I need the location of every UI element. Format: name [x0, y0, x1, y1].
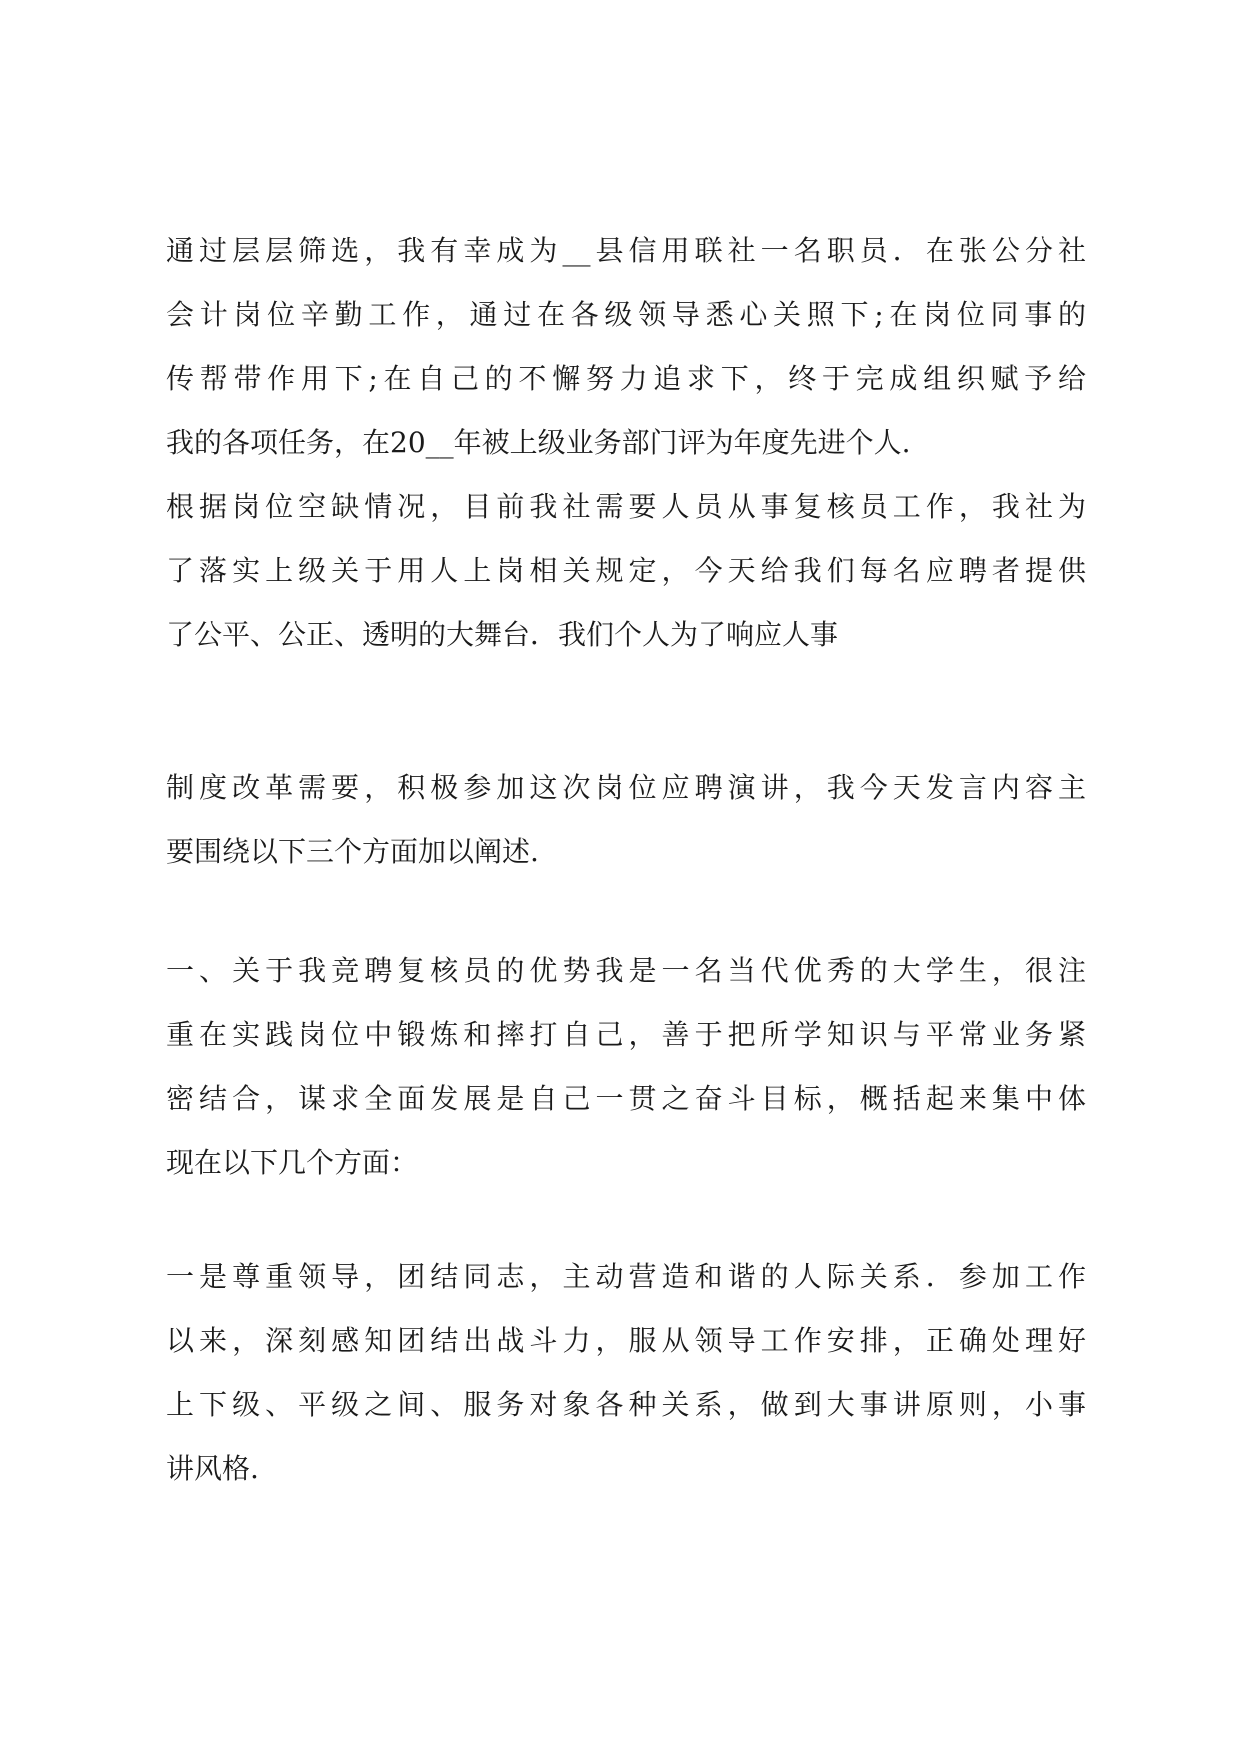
text-line: 传帮带作用下;在自己的不懈努力追求下，终于完成组织赋予给 — [166, 362, 1086, 395]
text-line: 以来，深刻感知团结出战斗力，服从领导工作安排，正确处理好 — [166, 1324, 1086, 1357]
text-line: 一、关于我竞聘复核员的优势我是一名当代优秀的大学生，很注 — [166, 954, 1086, 987]
text-line: 重在实践岗位中锻炼和摔打自己，善于把所学知识与平常业务紧 — [166, 1018, 1086, 1051]
text-line: 讲风格. — [166, 1452, 259, 1485]
text-line: 通过层层筛选，我有幸成为__县信用联社一名职员．在张公分社 — [166, 234, 1086, 267]
text-line: 我的各项任务，在20__年被上级业务部门评为年度先进个人. — [166, 426, 911, 459]
text-line: 密结合，谋求全面发展是自己一贯之奋斗目标，概括起来集中体 — [166, 1082, 1086, 1115]
paragraph-point-one — [166, 1245, 1086, 1501]
text-line: 了公平、公正、透明的大舞台．我们个人为了响应人事 — [166, 618, 839, 651]
paragraph-intro — [166, 219, 1086, 667]
text-line: 要围绕以下三个方面加以阐述. — [166, 835, 539, 868]
text-line: 上下级、平级之间、服务对象各种关系，做到大事讲原则，小事 — [166, 1388, 1086, 1421]
text-line: 制度改革需要，积极参加这次岗位应聘演讲，我今天发言内容主 — [166, 771, 1086, 804]
text-line: 现在以下几个方面： — [166, 1146, 419, 1179]
paragraph-advantages — [166, 939, 1086, 1195]
text-line: 一是尊重领导，团结同志，主动营造和谐的人际关系．参加工作 — [166, 1260, 1086, 1293]
text-line: 了落实上级关于用人上岗相关规定，今天给我们每名应聘者提供 — [166, 554, 1086, 587]
text-line: 会计岗位辛勤工作，通过在各级领导悉心关照下;在岗位同事的 — [166, 298, 1086, 331]
text-line: 根据岗位空缺情况，目前我社需要人员从事复核员工作，我社为 — [166, 490, 1086, 523]
paragraph-reform — [166, 756, 1086, 884]
